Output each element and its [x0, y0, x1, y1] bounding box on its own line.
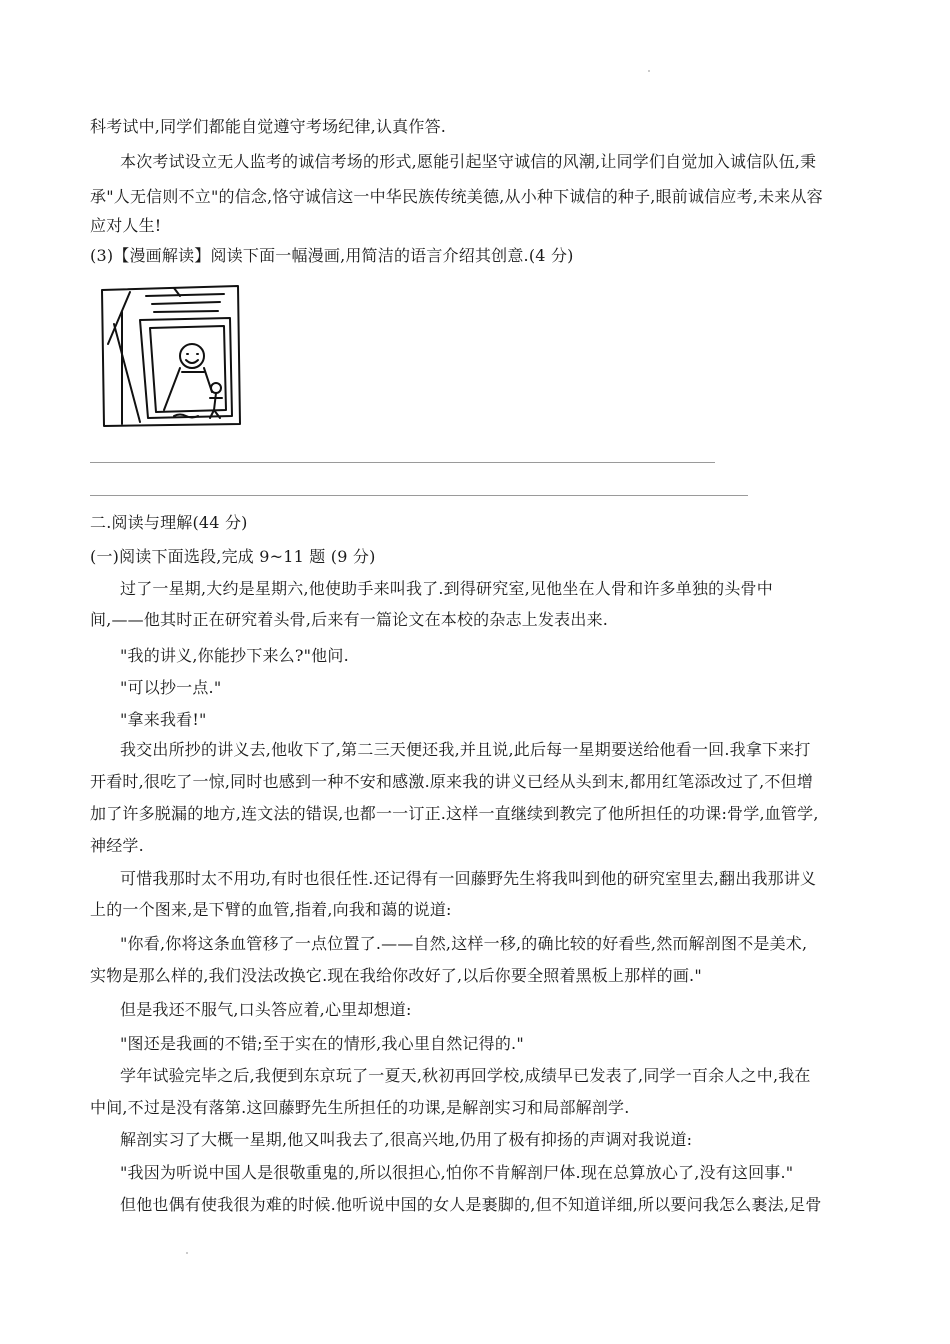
passage-line: "可以抄一点.": [120, 678, 222, 697]
passage-line: "拿来我看!": [120, 710, 207, 729]
passage-line: 间,——他其时正在研究着头骨,后来有一篇论文在本校的杂志上发表出来.: [90, 610, 609, 629]
answer-line-2[interactable]: [90, 495, 748, 496]
passage-line: 中间,不过是没有落第.这回藤野先生所担任的功课,是解剖实习和局部解剖学.: [90, 1098, 630, 1117]
section-2-title: 二.阅读与理解(44 分): [90, 513, 248, 532]
scan-speck: [186, 1252, 188, 1254]
passage-line: 实物是那么样的,我们没法改换它.现在我给你改好了,以后你要全照着黑板上那样的画.": [90, 966, 702, 985]
intro-line-1: 科考试中,同学们都能自觉遵守考场纪律,认真作答.: [90, 117, 447, 136]
passage-line: "你看,你将这条血管移了一点位置了.——自然,这样一移,的确比较的好看些,然而解剖图不是美术,: [120, 934, 808, 953]
passage-line: "图还是我画的不错;至于实在的情形,我心里自然记得的.": [120, 1034, 524, 1053]
passage-line: 学年试验完毕之后,我便到东京玩了一夏天,秋初再回学校,成绩早已发表了,同学一百余人之中,我在: [120, 1066, 811, 1085]
passage-line: 开看时,很吃了一惊,同时也感到一种不安和感激.原来我的讲义已经从头到末,都用红笔添改过了,不但增: [90, 772, 814, 791]
passage-line: 但他也偶有使我很为难的时候.他听说中国的女人是裹脚的,但不知道详细,所以要问我怎么裹法,足骨: [120, 1195, 822, 1214]
passage-line: 加了许多脱漏的地方,连文法的错误,也都一一订正.这样一直继续到教完了他所担任的功课:骨学,血管学,: [90, 804, 819, 823]
subsection-1-title: (一)阅读下面选段,完成 9~11 题 (9 分): [90, 547, 376, 566]
scan-speck: [648, 70, 650, 72]
passage-line: 上的一个图来,是下臂的血管,指着,向我和蔼的说道:: [90, 900, 452, 919]
passage-line: 神经学.: [90, 836, 144, 855]
passage-line: 我交出所抄的讲义去,他收下了,第二三天便还我,并且说,此后每一星期要送给他看一回.我拿下来打: [120, 740, 811, 759]
passage-line: "我的讲义,你能抄下来么?"他问.: [120, 646, 349, 665]
intro-line-4: 应对人生!: [90, 216, 162, 235]
passage-line: 但是我还不服气,口头答应着,心里却想道:: [120, 1000, 412, 1019]
answer-line-1[interactable]: [90, 462, 715, 463]
intro-line-2: 本次考试设立无人监考的诚信考场的形式,愿能引起坚守诚信的风潮,让同学们自觉加入诚信队伍,秉: [120, 152, 817, 171]
passage-line: 可惜我那时太不用功,有时也很任性.还记得有一回藤野先生将我叫到他的研究室里去,翻出我那讲义: [120, 869, 817, 888]
passage-line: "我因为听说中国人是很敬重鬼的,所以很担心,怕你不肯解剖尸体.现在总算放心了,没有这回事.": [120, 1163, 794, 1182]
passage-line: 过了一星期,大约是星期六,他使助手来叫我了.到得研究室,见他坐在人骨和许多单独的头骨中: [120, 579, 773, 598]
intro-line-3: 承"人无信则不立"的信念,恪守诚信这一中华民族传统美德,从小种下诚信的种子,眼前诚信应考,未来从容: [90, 187, 823, 206]
passage-line: 解剖实习了大概一星期,他又叫我去了,很高兴地,仍用了极有抑扬的声调对我说道:: [120, 1130, 693, 1149]
cartoon-illustration: [100, 284, 242, 428]
question-3-prompt: (3)【漫画解读】阅读下面一幅漫画,用简洁的语言介绍其创意.(4 分): [90, 246, 574, 265]
